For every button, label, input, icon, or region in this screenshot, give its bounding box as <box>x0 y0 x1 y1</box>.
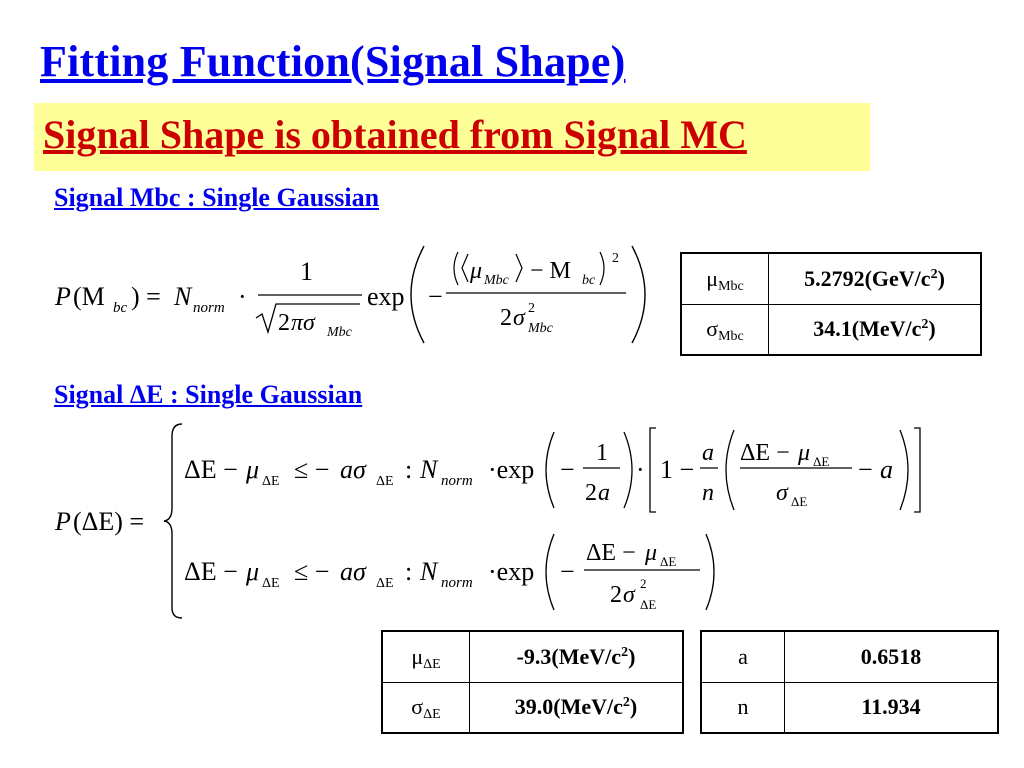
svg-text:(M: (M <box>73 282 105 311</box>
svg-text:n: n <box>702 480 714 506</box>
svg-text:exp: exp <box>367 282 405 311</box>
param-key: $\mu_{Mbc}$ <box>681 253 769 304</box>
svg-text:Mbc: Mbc <box>484 273 509 288</box>
table-row <box>382 631 683 682</box>
svg-text:ΔE: ΔE <box>640 597 657 612</box>
svg-text:− M: − M <box>530 258 571 284</box>
svg-text:μ: μ <box>645 540 658 566</box>
svg-text:a: a <box>702 440 714 466</box>
page-title: Fitting Function(Signal Shape) <box>40 37 626 86</box>
svg-text:a: a <box>880 455 893 484</box>
svg-text:−: − <box>560 557 575 586</box>
param-key: a <box>701 631 785 682</box>
svg-text:≤ −: ≤ − <box>294 455 330 484</box>
svg-text:aσ: aσ <box>340 557 366 586</box>
svg-text:ΔE: ΔE <box>813 454 830 469</box>
svg-text:Mbc: Mbc <box>327 325 352 340</box>
param-value: 0.6518 <box>785 631 999 682</box>
param-key: $\mu_{\Delta E}$ <box>382 631 470 682</box>
svg-text:μ: μ <box>798 440 811 466</box>
svg-text:P: P <box>55 507 71 536</box>
svg-text:Mbc: Mbc <box>528 321 553 336</box>
svg-text:·: · <box>238 282 247 311</box>
svg-text:ΔE: ΔE <box>262 576 280 591</box>
svg-text:μ: μ <box>246 557 260 586</box>
svg-text:σ: σ <box>513 305 525 331</box>
svg-text:ΔE: ΔE <box>791 494 808 509</box>
banner-text: Signal Shape is obtained from Signal MC <box>43 112 747 157</box>
svg-text:1: 1 <box>596 440 608 466</box>
svg-text:a: a <box>598 480 610 506</box>
param-key: $\sigma_{\Delta E}$ <box>382 682 470 733</box>
svg-text:2: 2 <box>585 480 597 506</box>
svg-text:−: − <box>428 282 443 311</box>
svg-text:ΔE −: ΔE − <box>184 557 238 586</box>
table-row <box>701 682 998 733</box>
svg-text:ΔE −: ΔE − <box>184 455 238 484</box>
svg-text:2: 2 <box>640 576 647 591</box>
svg-text:σ: σ <box>623 582 635 608</box>
param-value: $39.0(MeV/c^2)$ <box>470 682 684 733</box>
svg-text:2: 2 <box>612 251 619 266</box>
svg-text:N: N <box>420 455 438 484</box>
svg-text:·exp: ·exp <box>488 455 535 484</box>
svg-text:aσ: aσ <box>340 455 366 484</box>
mbc-heading: Signal Mbc : Single Gaussian <box>54 183 380 212</box>
svg-text:ΔE −: ΔE − <box>586 540 636 566</box>
param-value: $-9.3(MeV/c^2)$ <box>470 631 684 682</box>
svg-text:norm: norm <box>193 300 225 316</box>
svg-text:) =: ) = <box>131 282 161 311</box>
svg-text:norm: norm <box>441 575 473 591</box>
svg-text:ΔE: ΔE <box>660 554 677 569</box>
svg-text:2: 2 <box>278 310 290 336</box>
svg-text:·exp: ·exp <box>488 557 535 586</box>
svg-text:(ΔE) =: (ΔE) = <box>73 507 145 536</box>
svg-text:μ: μ <box>470 258 483 284</box>
svg-text:1 −: 1 − <box>660 455 695 484</box>
svg-text:·: · <box>636 455 645 484</box>
tail-params-table <box>700 630 999 734</box>
svg-text::: : <box>405 455 413 484</box>
svg-text:2: 2 <box>528 301 535 316</box>
svg-text:μ: μ <box>246 455 260 484</box>
param-value: $34.1(MeV/c^2)$ <box>769 304 982 355</box>
svg-text:ΔE: ΔE <box>262 474 280 489</box>
svg-text:N: N <box>174 282 192 311</box>
table-row <box>382 682 683 733</box>
svg-text:1: 1 <box>300 257 313 286</box>
svg-text:≤ −: ≤ − <box>294 557 330 586</box>
svg-text:2: 2 <box>500 305 512 331</box>
svg-text:bc: bc <box>582 273 596 288</box>
svg-text:2: 2 <box>610 582 622 608</box>
param-value: $5.2792(GeV/c^2)$ <box>769 253 982 304</box>
param-value: 11.934 <box>785 682 999 733</box>
svg-text:ΔE: ΔE <box>376 576 394 591</box>
svg-text:norm: norm <box>441 473 473 489</box>
de-heading: Signal ΔE : Single Gaussian <box>54 380 363 409</box>
table-row <box>701 631 998 682</box>
param-key: n <box>701 682 785 733</box>
svg-text:ΔE: ΔE <box>376 474 394 489</box>
svg-text:−: − <box>560 455 575 484</box>
svg-text:πσ: πσ <box>291 310 315 336</box>
svg-text:bc: bc <box>113 300 128 316</box>
svg-text:σ: σ <box>776 480 788 506</box>
svg-text:N: N <box>420 557 438 586</box>
svg-text::: : <box>405 557 413 586</box>
param-key: $\sigma_{Mbc}$ <box>681 304 769 355</box>
de-params-table <box>381 630 684 734</box>
svg-text:P: P <box>55 282 71 311</box>
svg-text:−: − <box>858 455 873 484</box>
svg-text:ΔE −: ΔE − <box>740 440 790 466</box>
